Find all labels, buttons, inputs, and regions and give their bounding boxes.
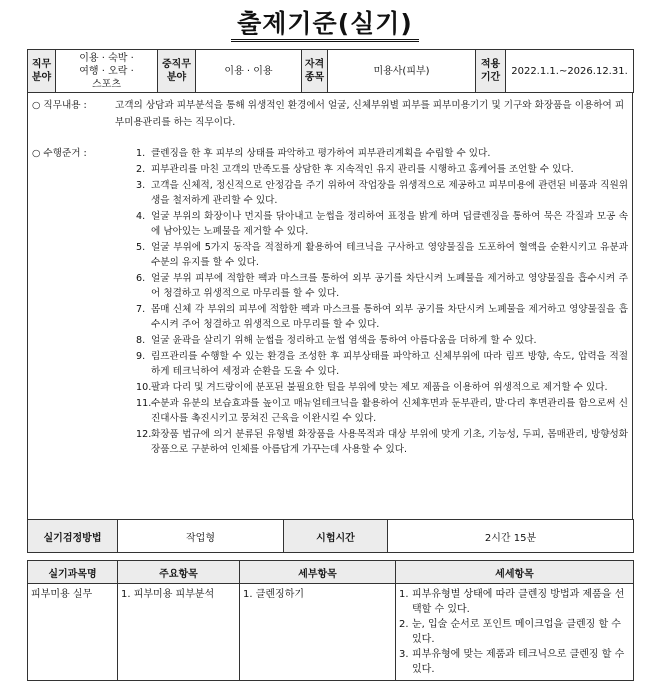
list-item-number: 2. bbox=[136, 164, 146, 175]
list-item bbox=[136, 349, 628, 379]
list-item bbox=[136, 396, 628, 426]
header-sub-item: 세부항목 bbox=[240, 561, 396, 584]
period-label: 적용 기간 bbox=[476, 50, 506, 93]
field-value: 이용 · 숙박 · 여행 · 오락 · 스포츠 bbox=[56, 50, 158, 93]
list-item-text: 림프관리를 수행할 수 있는 환경을 조성한 후 피부상태를 파악하고 신체부위에 따라 림프 방향, 속도, 압력을 적절하게 테크닉하여 세정과 순환을 도울 수 있다. bbox=[151, 351, 628, 377]
detail-item bbox=[399, 647, 630, 677]
list-item-text: 얼굴 부위의 화장이나 먼지를 닦아내고 눈썹을 정리하여 표정을 밝게 하며 딥클렌징을 통하여 묵은 각질과 모공 속에 남아있는 노폐물을 제거할 수 있다. bbox=[151, 211, 628, 237]
sub-item-cell: 1. 클렌징하기 bbox=[240, 584, 396, 681]
list-item-number: 10. bbox=[136, 382, 152, 393]
list-item-text: 몸매 신체 각 부위의 피부에 적합한 팩과 마스크를 통하여 외부 공기를 차단시켜 노폐물을 제거하고 영양물질을 흡수시켜 주어 청결하고 위생적으로 마무리를 할 수 있다. bbox=[151, 304, 628, 330]
list-item bbox=[136, 162, 628, 177]
list-item-number: 9. bbox=[136, 351, 146, 362]
detail-table bbox=[27, 560, 634, 681]
mid-field-label: 중직무 분야 bbox=[158, 50, 196, 93]
list-item-number: 4. bbox=[136, 211, 146, 222]
list-item bbox=[136, 380, 628, 395]
detail-item-number: 3. bbox=[399, 649, 409, 660]
page-title bbox=[0, 4, 650, 40]
list-item-text: 수분과 유분의 보습효과를 높이고 매뉴얼테크닉을 활용하여 신체후면과 둔부관리, 발·다리 후면관리를 함으로써 신진대사를 촉진시키고 뭉쳐진 근육을 이완시킬 수 있다. bbox=[151, 398, 628, 424]
duty-section bbox=[32, 97, 628, 131]
standards-label: ○ 수행준거 : bbox=[32, 148, 87, 159]
detail-item bbox=[399, 587, 630, 617]
page-title-text: 출제기준(실기) bbox=[231, 9, 419, 42]
duty-label: ○ 직무내용 : bbox=[32, 100, 87, 111]
exam-method-value: 작업형 bbox=[118, 520, 284, 553]
exam-time-label: 시험시간 bbox=[284, 520, 388, 553]
list-item-text: 얼굴 부위 피부에 적합한 팩과 마스크를 통하여 외부 공기를 차단시켜 노폐물을 제거하고 영양물질을 흡수시켜 주어 청결하고 위생적으로 마무리를 할 수 있다. bbox=[151, 273, 628, 299]
exam-time-value: 2시간 15분 bbox=[388, 520, 634, 553]
detail-item bbox=[399, 617, 630, 647]
info-table bbox=[27, 49, 634, 93]
content-box bbox=[27, 93, 633, 520]
qualification-label: 자격 종목 bbox=[302, 50, 328, 93]
list-item-number: 12. bbox=[136, 429, 152, 440]
main-item-cell: 1. 피부미용 피부분석 bbox=[118, 584, 240, 681]
exam-method-label: 실기검정방법 bbox=[28, 520, 118, 553]
list-item-text: 피부관리를 마친 고객의 만족도를 상담한 후 지속적인 유지 관리를 시행하고 홈케어를 조언할 수 있다. bbox=[151, 164, 574, 175]
header-subject: 실기과목명 bbox=[28, 561, 118, 584]
list-item bbox=[136, 271, 628, 301]
list-item-text: 얼굴 윤곽을 살리기 위해 눈썹을 정리하고 눈썹 염색을 통하여 아름다움을 더하게 할 수 있다. bbox=[151, 335, 537, 346]
detail-item-text: 피부유형에 맞는 제품과 테크닉으로 클렌징 할 수 있다. bbox=[412, 649, 625, 675]
detail-item-text: 피부유형별 상태에 따라 클렌징 방법과 제품을 선택할 수 있다. bbox=[412, 589, 625, 615]
list-item bbox=[136, 333, 628, 348]
header-detail-item: 세세항목 bbox=[396, 561, 634, 584]
list-item-number: 6. bbox=[136, 273, 146, 284]
list-item-text: 클렌징을 한 후 피부의 상태를 파악하고 평가하여 피부관리계획을 수립할 수 있다. bbox=[151, 148, 491, 159]
list-item-number: 8. bbox=[136, 335, 146, 346]
detail-item-number: 1. bbox=[399, 589, 409, 600]
list-item-number: 7. bbox=[136, 304, 146, 315]
header-main-item: 주요항목 bbox=[118, 561, 240, 584]
exam-table bbox=[27, 519, 634, 553]
subject-cell: 피부미용 실무 bbox=[28, 584, 118, 681]
period-value: 2022.1.1.~2026.12.31. bbox=[506, 50, 634, 93]
standards-list bbox=[136, 146, 628, 457]
standards-section bbox=[32, 146, 628, 458]
list-item-text: 화장품 법규에 의거 분류된 유형별 화장품을 사용목적과 대상 부위에 맞게 기초, 기능성, 두피, 몸매관리, 방향성화장품으로 구분하여 인체를 아름답게 가꾸는데 사용할 수 있다. bbox=[151, 429, 628, 455]
table-row bbox=[28, 584, 634, 681]
list-item bbox=[136, 427, 628, 457]
detail-item-number: 2. bbox=[399, 619, 409, 630]
list-item-number: 5. bbox=[136, 242, 146, 253]
list-item bbox=[136, 178, 628, 208]
detail-item-text: 눈, 입술 순서로 포인트 메이크업을 클렌징 할 수 있다. bbox=[412, 619, 621, 645]
list-item bbox=[136, 240, 628, 270]
qualification-value: 미용사(피부) bbox=[328, 50, 476, 93]
list-item-number: 11. bbox=[136, 398, 152, 409]
mid-field-value: 이용 · 이용 bbox=[196, 50, 302, 93]
list-item bbox=[136, 209, 628, 239]
list-item-number: 3. bbox=[136, 180, 146, 191]
list-item-number: 1. bbox=[136, 148, 146, 159]
detail-item-cell bbox=[396, 584, 634, 681]
detail-item-list bbox=[399, 587, 630, 677]
list-item-text: 고객을 신체적, 정신적으로 안정감을 주기 위하여 작업장을 위생적으로 제공하고 피부미용에 관련된 비품과 직원위생을 철저하게 관리할 수 있다. bbox=[151, 180, 628, 206]
duty-text: 고객의 상담과 피부분석을 통해 위생적인 환경에서 얼굴, 신체부위별 피부를 피부미용기기 및 기구와 화장품을 이용하여 피부미용관리를 하는 직무이다. bbox=[115, 100, 625, 128]
field-label: 직무 분야 bbox=[28, 50, 56, 93]
list-item-text: 얼굴 부위에 5가지 동작을 적절하게 활용하여 테크닉을 구사하고 영양물질을 도포하여 혈액을 순환시키고 유분과 수분의 유지를 할 수 있다. bbox=[151, 242, 628, 268]
list-item-text: 팔과 다리 및 겨드랑이에 분포된 불필요한 털을 부위에 맞는 제모 제품을 이용하여 위생적으로 제거할 수 있다. bbox=[151, 382, 608, 393]
list-item bbox=[136, 302, 628, 332]
list-item bbox=[136, 146, 628, 161]
